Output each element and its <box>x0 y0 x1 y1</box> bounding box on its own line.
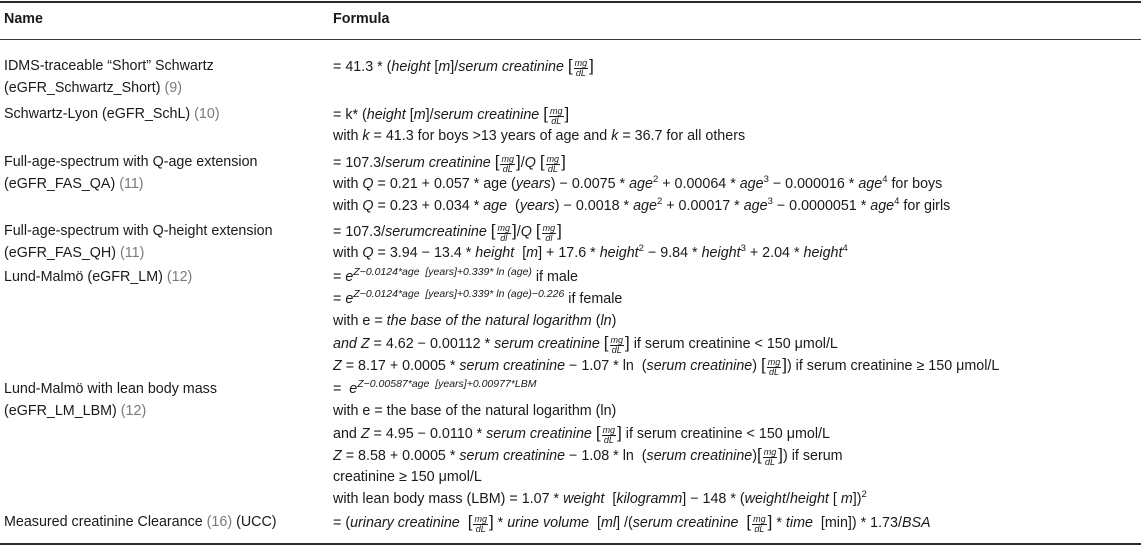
row-name-schwartz-short: IDMS-traceable “Short” Schwartz (eGFR_Schwartz_Short) (9) <box>4 58 214 96</box>
reference-link[interactable]: (11) <box>119 176 144 192</box>
header-name: Name <box>4 11 43 27</box>
row-name-ucc: Measured creatinine Clearance (16) (UCC) <box>4 514 277 530</box>
reference-link[interactable]: (9) <box>164 80 182 96</box>
reference-link[interactable]: (10) <box>194 106 220 122</box>
row-formula-schwartz-short: = 41.3 * (height [m]/serum creatinine [ $\frac{mg}{dL}$ ] <box>333 56 594 78</box>
row-formula-lund-malmo: = $e^{Z-0.0124*age [years]+0.339* ln (age)}$ if male = $e^{Z-0.0124*age [years]+0.339* ln (age)-0.226}$ if female with e = the base of the natural logarithm (ln) and Z = 4.62 − 0.00112 * serum creatinine [ $\frac{mg}{dL}$ ] if serum creatinine < 150 μmol/L Z = 8.17 + 0.0005 * serum creatinine − 1.07 * ln (serum creatinine) [ $\frac{mg}{dL}$ ]) if serum creatinine ≥ 150 μmol/L <box>333 266 1000 377</box>
row-name-lund-malmo-lbm: Lund-Malmö with lean body mass (eGFR_LM_LBM) (12) <box>4 381 217 419</box>
reference-link[interactable]: (11) <box>120 245 145 261</box>
reference-link[interactable]: (12) <box>166 269 193 285</box>
row-formula-lund-malmo-lbm: = $e^{Z-0.00587*age [years]+0.00977*LBM}$ with e = the base of the natural logarithm (ln) and Z = 4.95 − 0.0110 * serum creatinine [ $\frac{mg}{dL}$ ] if serum creatinine < 150 μmol/L Z = 8.58 + 0.0005 * serum creatinine − 1.08 * ln (serum creatinine)[ $\frac{mg}{dL}$ ]) if serum creatinine ≥ 150 μmol/L with lean body mass (LBM) = 1.07 * weight [kilogramm] − 148 * (weight/height [ m])$^2$ <box>333 378 867 507</box>
row-name-lund-malmo: Lund-Malmö (eGFR_LM) (12) <box>4 269 193 285</box>
header-formula: Formula <box>333 11 390 27</box>
reference-link[interactable]: (12) <box>120 403 147 419</box>
table-bottom-rule <box>0 543 1141 545</box>
row-formula-ucc: = (urinary creatinine [ $\frac{mg}{dL}$ ] * urine volume [ml] /(serum creatinine [ $\frac{mg}{dL}$ ] * time [min]) * 1.73/BSA <box>333 512 931 534</box>
row-formula-fas-qh: = 107.3/serumcreatinine [ $\frac{mg}{dl}$ ]/Q [ $\frac{mg}{dl}$ ] with Q = 3.94 − 13.4 * height [m] + 17.6 * height$^2$ − 9.84 * height$^3$ + 2.04 * height$^4$ <box>333 221 848 261</box>
row-formula-schwartz-lyon: = k* (height [m]/serum creatinine [ $\frac{mg}{dL}$ ] with k = 41.3 for boys >13 years of age and k = 36.7 for all others <box>333 104 746 144</box>
table-top-rule <box>0 1 1141 3</box>
header-rule <box>0 39 1141 40</box>
row-name-fas-qh: Full-age-spectrum with Q-height extension (eGFR_FAS_QH) (11) <box>4 223 273 261</box>
row-name-fas-qa: Full-age-spectrum with Q-age extension (eGFR_FAS_QA) (11) <box>4 154 258 192</box>
row-name-schwartz-lyon: Schwartz-Lyon (eGFR_SchL) (10) <box>4 106 220 122</box>
reference-link[interactable]: (16) <box>206 514 233 530</box>
row-formula-fas-qa: = 107.3/serum creatinine [ $\frac{mg}{dL}$ ]/Q [ $\frac{mg}{dL}$ ] with Q = 0.21 + 0.057 * age (years) − 0.0075 * age$^2$ + 0.00064 * age$^3$ − 0.000016 * age$^4$ for boys with Q = 0.23 + 0.034 * age (years) − 0.0018 * age$^2$ + 0.00017 * age$^3$ − 0.0000051 * age$^4$ for girls <box>333 152 951 214</box>
